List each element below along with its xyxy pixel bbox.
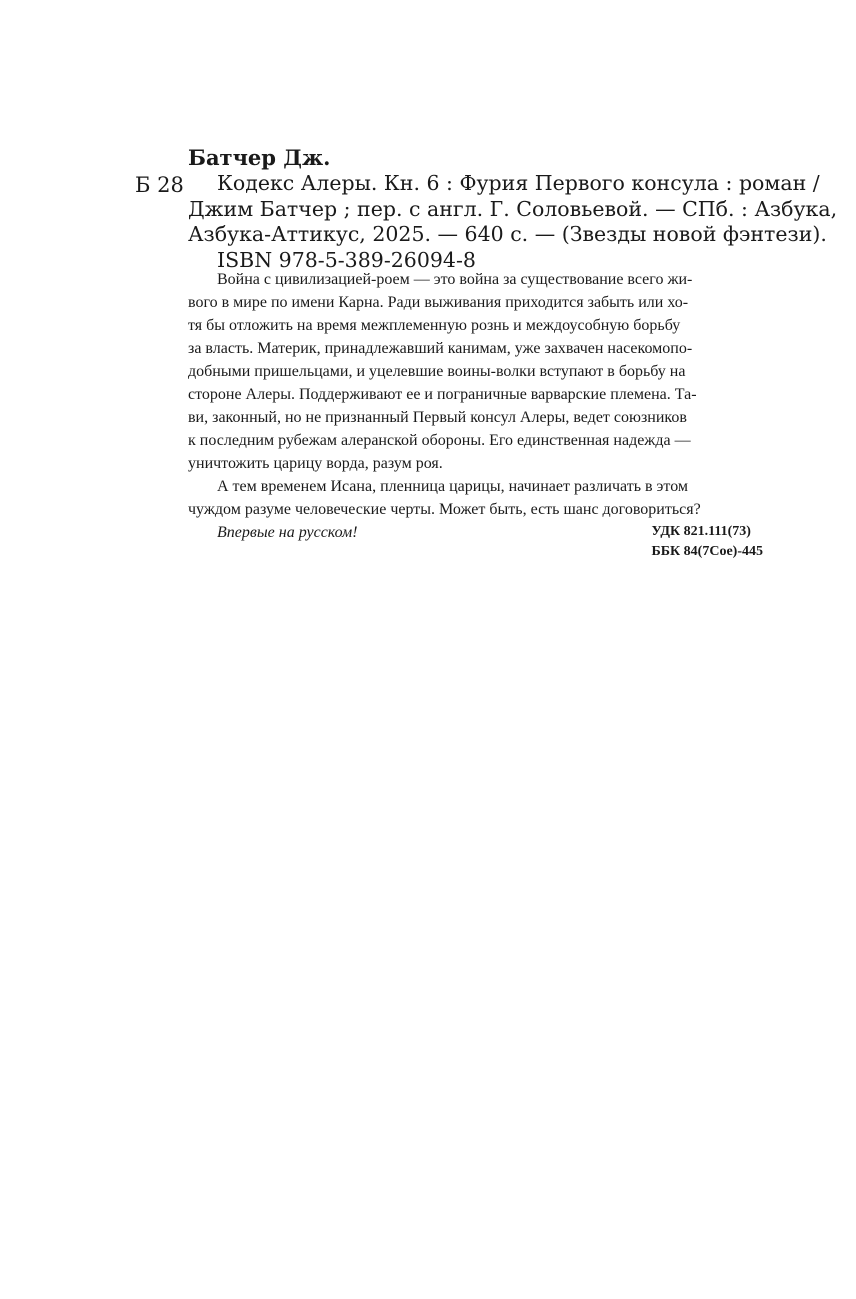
annotation-line: уничтожить царицу ворда, разум роя. [188,455,443,472]
bibliographic-description [188,171,838,273]
bbk-code: ББК 84(7Сое)-445 [651,544,763,559]
biblio-line: Кодекс Алеры. Кн. 6 : Фурия Первого консула : роман / [217,171,820,195]
biblio-line: Азбука-Аттикус, 2025. — 640 с. — (Звезды новой фэнтези). [188,222,827,246]
classification-codes [652,522,763,562]
first-in-russian-note: Впервые на русском! [217,524,358,541]
annotation-line: А тем временем Исана, пленница царицы, начинает различать в этом [217,478,689,495]
annotation-line: за власть. Материк, принадлежавший канимам, уже захвачен насекомопо- [188,340,693,357]
annotation-text [188,268,763,544]
isbn-line: ISBN 978-5-389-26094-8 [217,247,476,272]
annotation-line: ви, законный, но не признанный Первый консул Алеры, ведет союзников [188,409,687,426]
author-heading: Батчер Дж. [188,145,331,170]
annotation-line: вого в мире по имени Карна. Ради выживания приходится забыть или хо- [188,294,689,311]
annotation-line: стороне Алеры. Поддерживают ее и пограничные варварские племена. Та- [188,386,697,403]
annotation-line: чуждом разуме человеческие черты. Может быть, есть шанс договориться? [188,501,701,518]
annotation-line: тя бы отложить на время межплеменную рознь и междоусобную борьбу [188,317,681,334]
annotation-line: Война с цивилизацией-роем — это война за существование всего жи- [217,271,693,288]
library-code: Б 28 [135,173,184,197]
udk-code: УДК 821.111(73) [651,524,751,539]
annotation-line: добными пришельцами, и уцелевшие воины-волки вступают в борьбу на [188,363,686,380]
annotation-line: к последним рубежам алеранской обороны. Его единственная надежда — [188,432,691,449]
biblio-line: Джим Батчер ; пер. с англ. Г. Соловьевой. — СПб. : Азбука, [188,196,838,221]
